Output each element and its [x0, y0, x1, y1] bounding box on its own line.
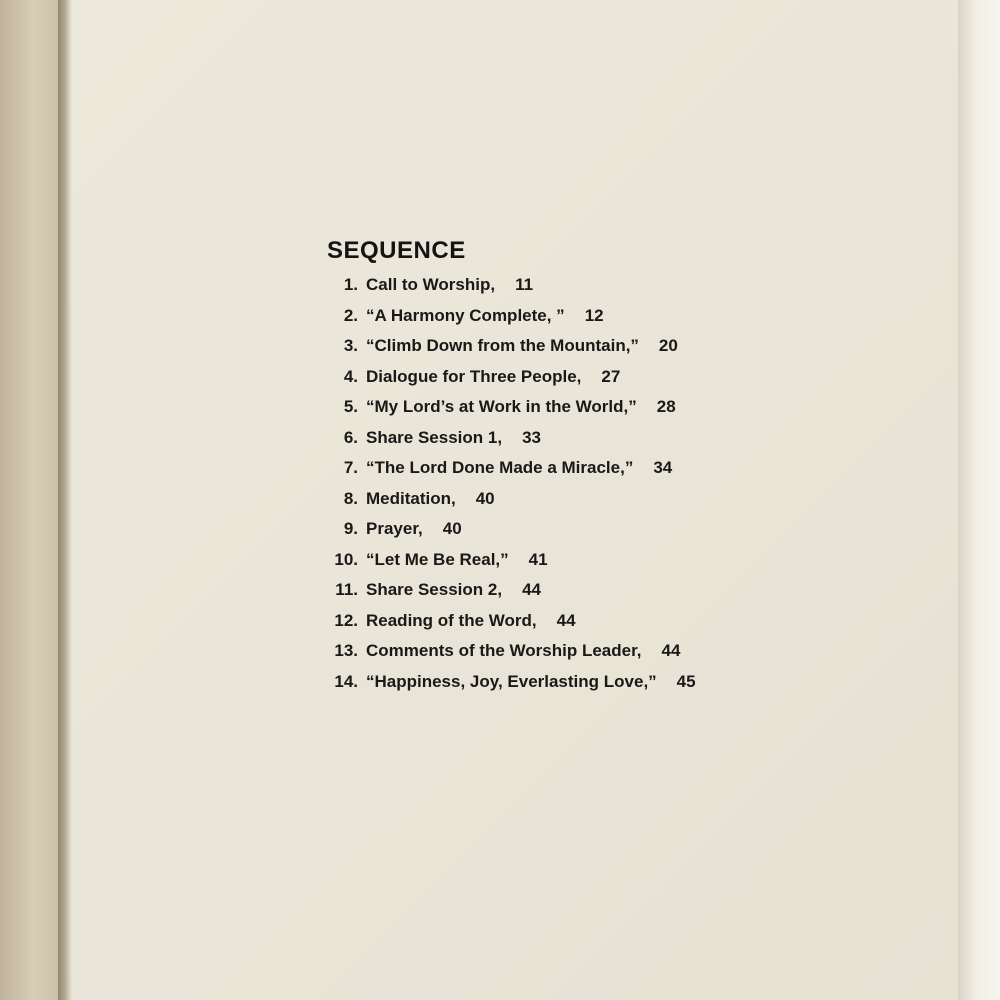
item-page-number: 28	[656, 397, 676, 416]
item-number: 7.	[343, 458, 358, 477]
sequence-item	[310, 545, 696, 576]
item-title: Share Session 2,	[366, 580, 503, 599]
sequence-item	[310, 331, 696, 362]
sequence-item	[310, 453, 696, 484]
sequence-item	[310, 362, 696, 393]
item-title: Dialogue for Three People,	[366, 366, 582, 386]
item-number: 9.	[343, 519, 358, 538]
item-number: 13.	[334, 641, 358, 660]
left-page-edge	[0, 0, 62, 1000]
item-page-number: 11	[515, 275, 534, 294]
section-title: SEQUENCE	[327, 237, 466, 264]
item-title: Call to Worship,	[366, 275, 496, 294]
item-page-number: 44	[556, 610, 576, 630]
sequence-item	[310, 484, 696, 515]
gutter-shadow	[58, 0, 72, 1000]
item-title: Comments of the Worship Leader,	[366, 641, 642, 660]
sequence-item	[310, 392, 696, 423]
item-page-number: 40	[442, 519, 462, 538]
item-title: “The Lord Done Made a Miracle,”	[366, 458, 634, 477]
item-page-number: 45	[676, 671, 696, 691]
right-page-edge	[958, 0, 1000, 1000]
item-page-number: 12	[584, 305, 604, 325]
item-title: Reading of the Word,	[366, 610, 537, 630]
item-title: “My Lord’s at Work in the World,”	[366, 397, 637, 416]
item-title: Meditation,	[366, 488, 456, 508]
item-number: 6.	[343, 427, 358, 447]
sequence-item	[310, 514, 696, 545]
item-page-number: 40	[475, 488, 495, 508]
item-page-number: 27	[601, 366, 621, 386]
sequence-item	[310, 301, 696, 332]
item-number: 8.	[343, 488, 358, 508]
item-title: “Happiness, Joy, Everlasting Love,”	[366, 671, 657, 691]
item-number: 12.	[334, 610, 358, 630]
sequence-item	[310, 606, 696, 637]
item-number: 3.	[343, 336, 358, 355]
item-number: 2.	[343, 305, 358, 325]
item-title: “Climb Down from the Mountain,”	[366, 336, 639, 355]
item-number: 1.	[343, 275, 358, 294]
item-page-number: 44	[661, 641, 681, 660]
item-page-number: 44	[522, 580, 541, 599]
sequence-item	[310, 667, 696, 698]
item-number: 10.	[334, 549, 358, 569]
item-title: “Let Me Be Real,”	[366, 549, 509, 569]
item-number: 14.	[334, 671, 358, 691]
sequence-list	[310, 270, 696, 697]
item-number: 5.	[343, 397, 358, 416]
item-number: 4.	[343, 366, 358, 386]
sequence-item	[310, 270, 696, 301]
sequence-item	[310, 575, 696, 606]
sequence-item	[310, 636, 696, 667]
item-page-number: 33	[522, 427, 541, 447]
item-page-number: 20	[658, 336, 678, 355]
item-page-number: 41	[528, 549, 548, 569]
item-number: 11.	[335, 580, 358, 599]
item-title: Prayer,	[366, 519, 423, 538]
sequence-item	[310, 423, 696, 454]
item-title: “A Harmony Complete, ”	[366, 305, 565, 325]
item-title: Share Session 1,	[366, 427, 503, 447]
item-page-number: 34	[653, 458, 673, 477]
